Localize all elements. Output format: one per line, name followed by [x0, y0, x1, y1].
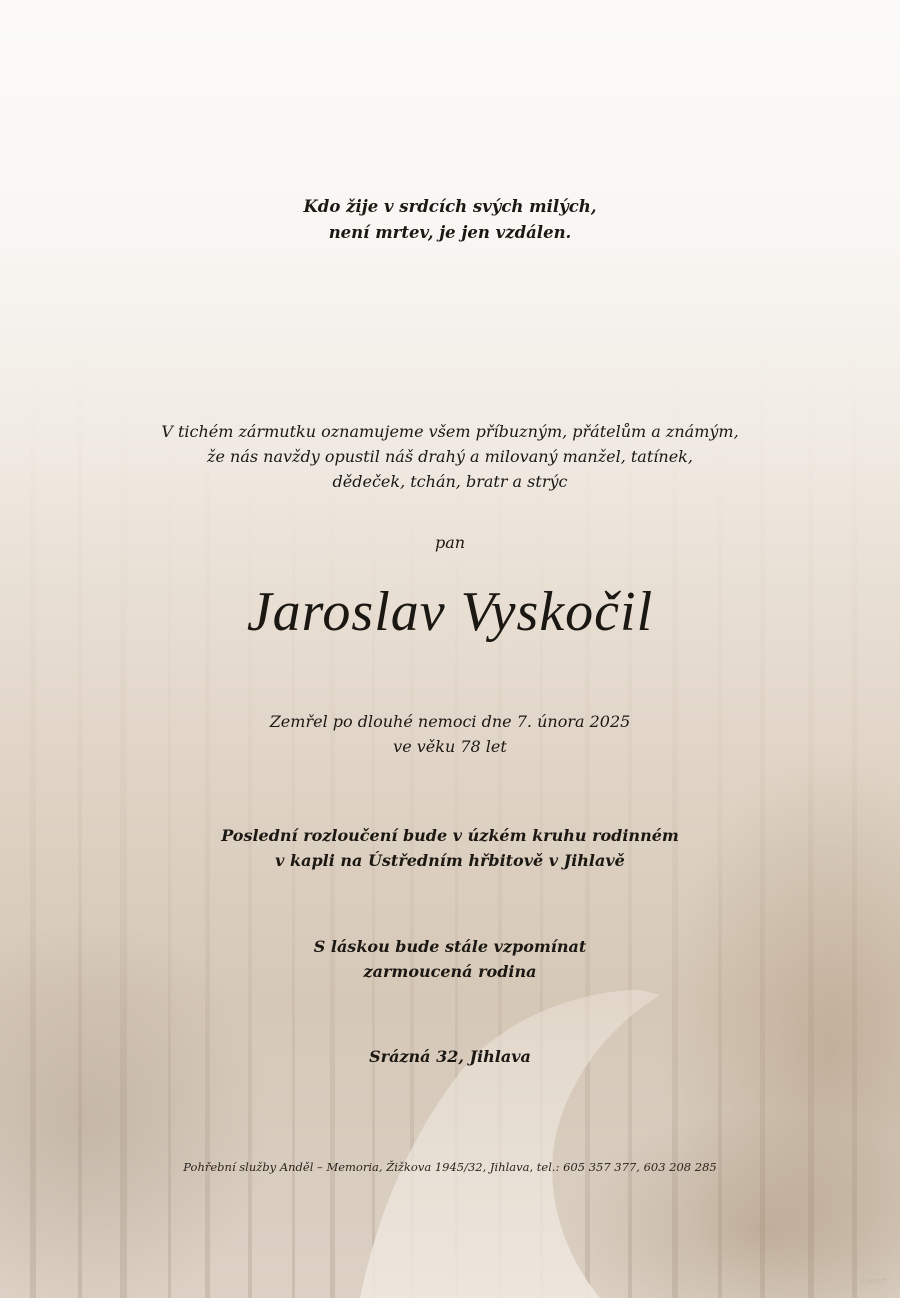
family-line-1: S láskou bude stále vzpomínat: [313, 937, 587, 956]
death-info: [0, 709, 900, 759]
farewell-info: [0, 823, 900, 873]
farewell-line-1: Poslední rozloučení bude v úzkém kruhu rodinném: [221, 826, 679, 845]
announcement-line-1: V tichém zármutku oznamujeme všem příbuzným, přátelům a známým,: [161, 422, 739, 441]
announcement-text: [0, 419, 900, 494]
motto-verse: [0, 194, 900, 246]
farewell-line-2: v kapli na Ústředním hřbitově v Jihlavě: [275, 851, 625, 870]
death-info-line-1: Zemřel po dlouhé nemoci dne 7. února 2025: [269, 712, 631, 731]
title-word: pan: [434, 533, 466, 552]
motto-line-1: Kdo žije v srdcích svých milých,: [303, 197, 597, 216]
copyright-watermark: ©MCST: [859, 1278, 886, 1286]
family-line-2: zarmoucená rodina: [363, 962, 537, 981]
motto-line-2: není mrtev, je jen vzdálen.: [328, 223, 572, 242]
announcement-line-2: že nás navždy opustil náš drahý a milovaný manžel, tatínek,: [207, 447, 693, 466]
announcement-line-3: dědeček, tchán, bratr a strýc: [332, 472, 568, 491]
funeral-service-footer: Pohřební služby Anděl – Memoria, Žižkova 1945/32, Jihlava, tel.: 605 357 377, 603 208 285: [183, 1160, 717, 1174]
family-remembrance: [0, 934, 900, 984]
family-address: Srázná 32, Jihlava: [369, 1047, 531, 1066]
death-info-line-2: ve věku 78 let: [393, 737, 507, 756]
deceased-name: Jaroslav Vyskočil: [246, 581, 654, 643]
